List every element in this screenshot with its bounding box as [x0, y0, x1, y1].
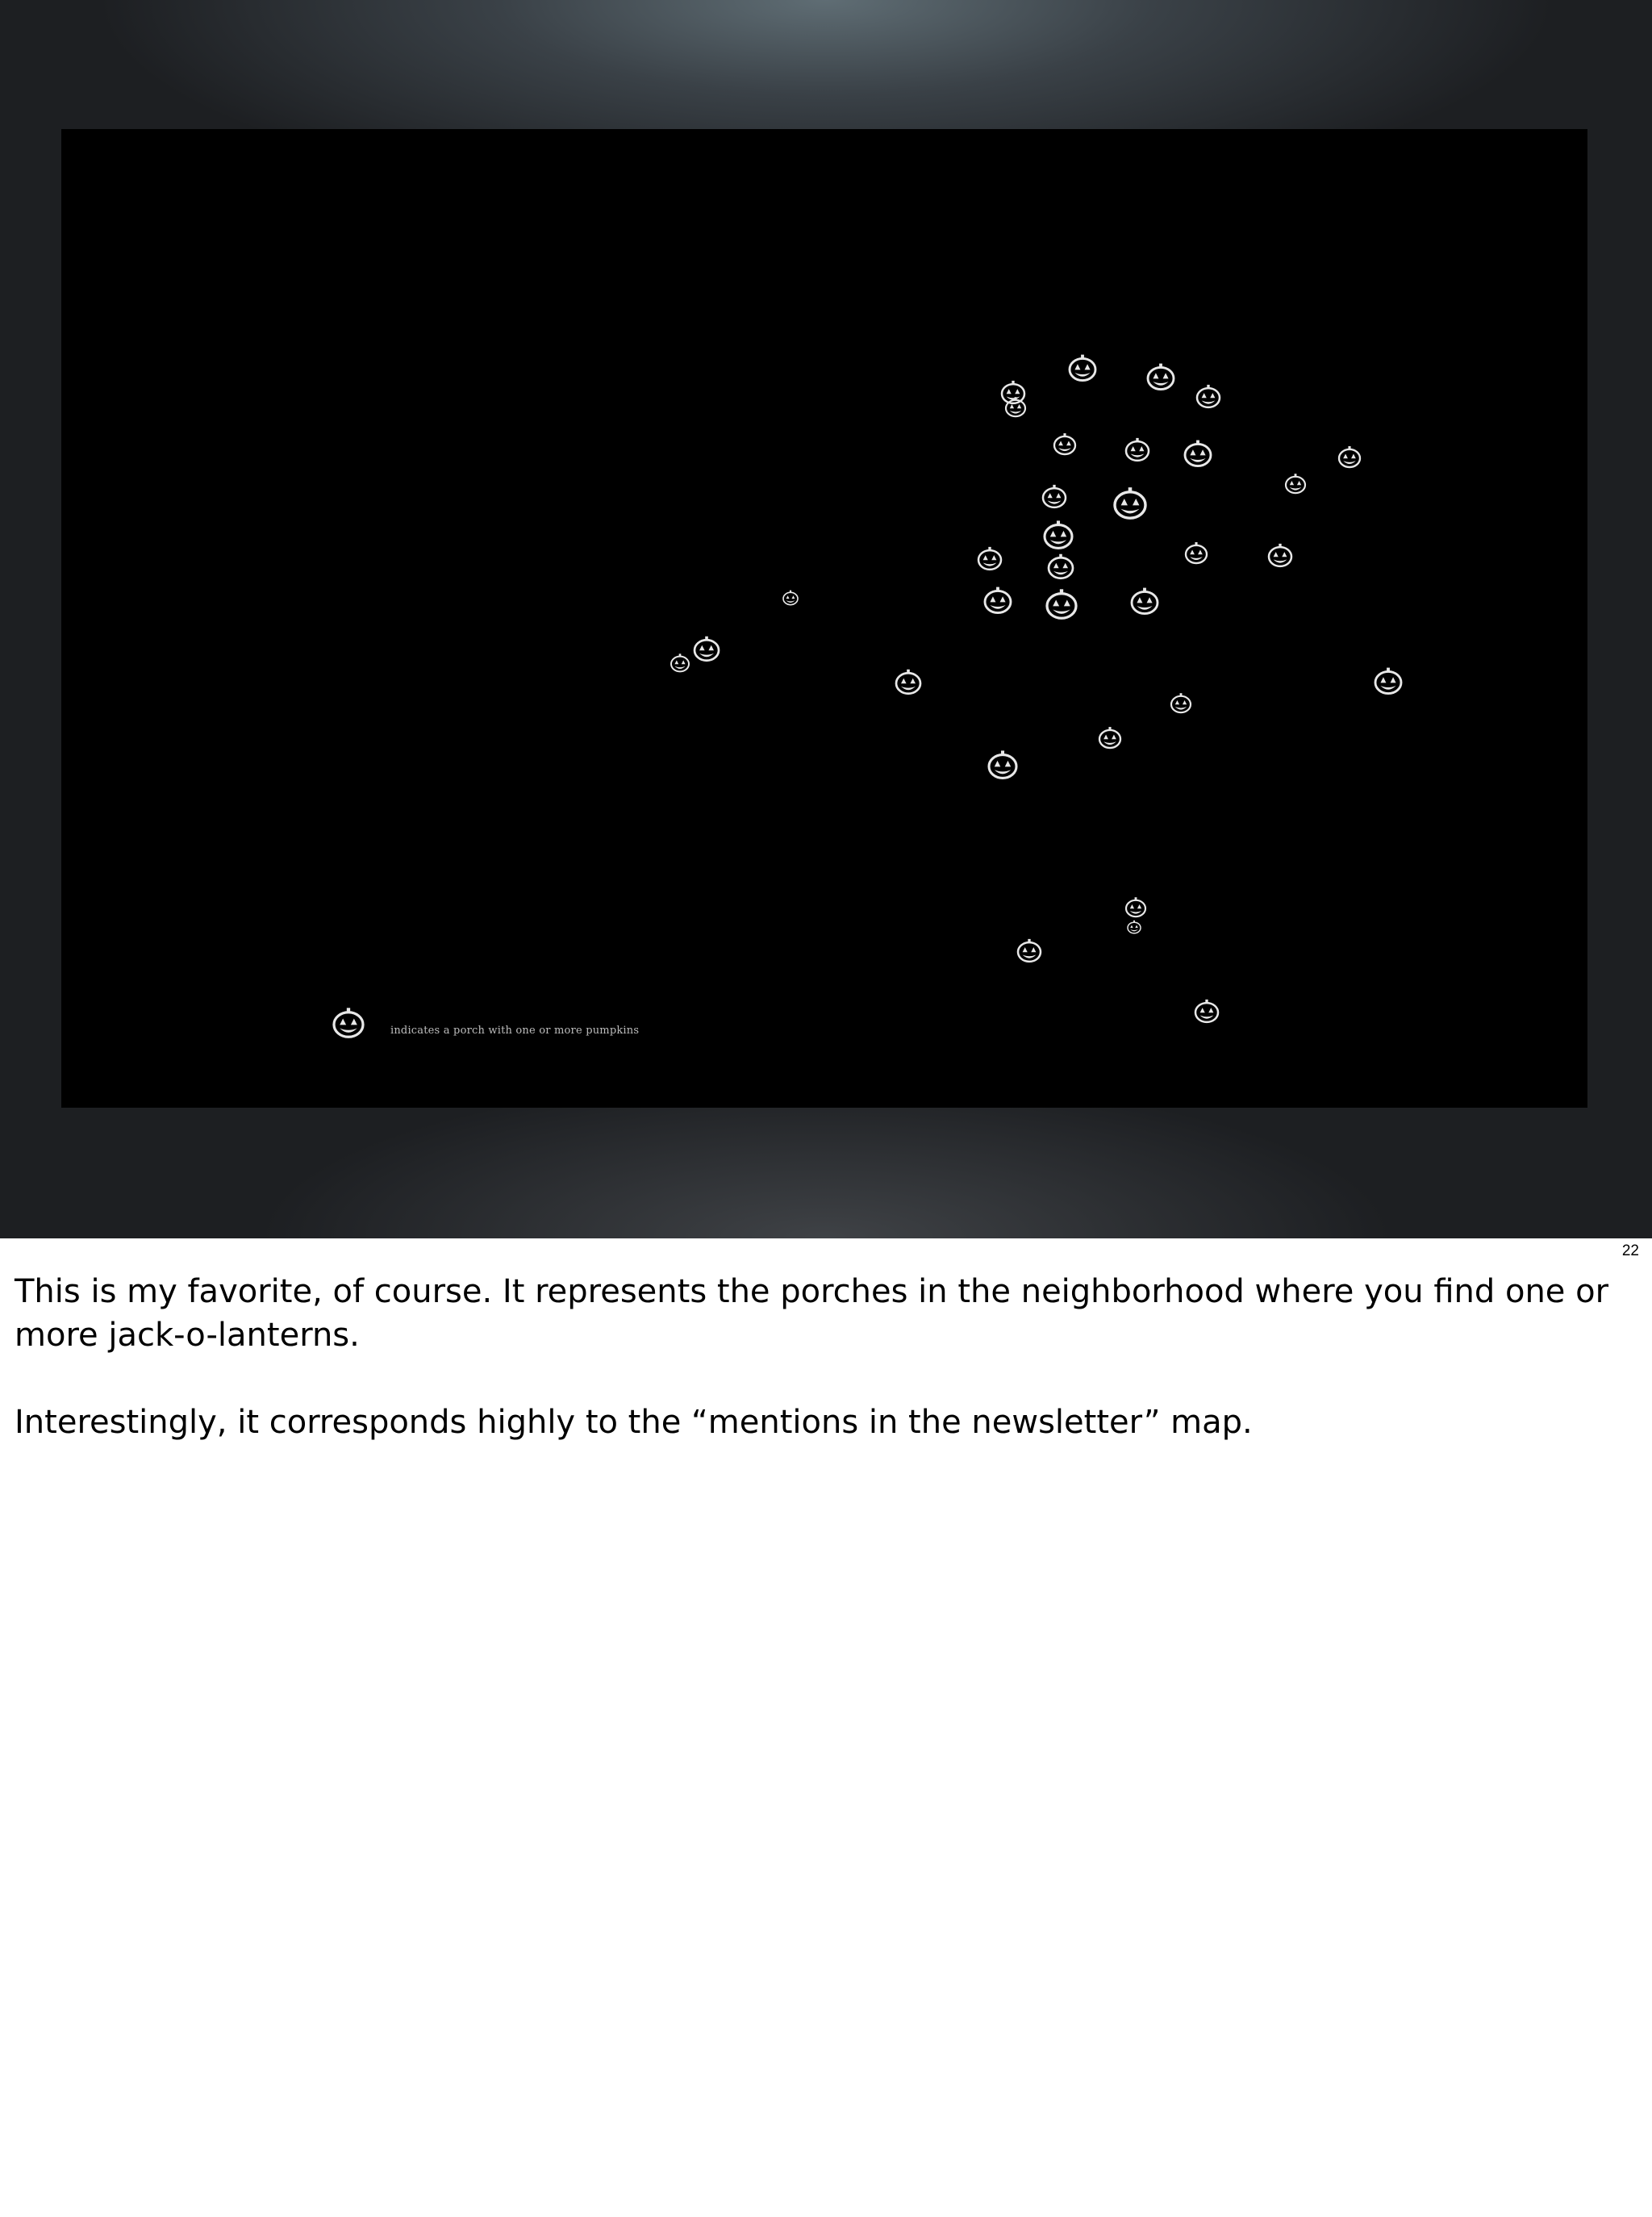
- pumpkin-markers-layer: [61, 129, 1587, 1108]
- legend-caption: indicates a porch with one or more pumpkins: [390, 1025, 640, 1037]
- jack-o-lantern-icon: [1126, 897, 1145, 916]
- jack-o-lantern-icon: [1045, 520, 1072, 548]
- slide-number: 22: [1621, 1242, 1639, 1259]
- jack-o-lantern-icon: [1043, 485, 1066, 507]
- legend-jack-o-lantern-icon: [334, 1008, 363, 1037]
- jack-o-lantern-icon: [896, 670, 920, 694]
- jack-o-lantern-icon: [1070, 355, 1095, 381]
- jack-o-lantern-icon: [1054, 433, 1075, 454]
- jack-o-lantern-icon: [1126, 438, 1149, 461]
- jack-o-lantern-icon: [1128, 921, 1141, 933]
- jack-o-lantern-icon: [695, 637, 719, 661]
- pumpkin-map-image: [61, 129, 1587, 1108]
- jack-o-lantern-icon: [1018, 939, 1041, 962]
- jack-o-lantern-icon: [1286, 474, 1305, 493]
- jack-o-lantern-icon: [1269, 544, 1291, 566]
- jack-o-lantern-icon: [1148, 364, 1174, 390]
- jack-o-lantern-icon: [978, 547, 1001, 570]
- jack-o-lantern-icon: [1195, 1000, 1218, 1022]
- jack-o-lantern-icon: [1047, 589, 1076, 618]
- notes-paragraph-1: This is my favorite, of course. It represents the porches in the neighborhood where you find one or more jack-o-lanterns.: [15, 1273, 1609, 1354]
- jack-o-lantern-icon: [1115, 487, 1145, 518]
- jack-o-lantern-icon: [1049, 554, 1073, 578]
- jack-o-lantern-icon: [1186, 542, 1207, 563]
- jack-o-lantern-icon: [1171, 693, 1191, 712]
- jack-o-lantern-icon: [1185, 440, 1211, 466]
- jack-o-lantern-icon: [1375, 668, 1401, 694]
- jack-o-lantern-icon: [1197, 385, 1220, 407]
- speaker-notes: [15, 1270, 1628, 1488]
- jack-o-lantern-icon: [1099, 727, 1120, 748]
- jack-o-lantern-icon: [671, 653, 689, 671]
- notes-paragraph-2: Interestingly, it corresponds highly to the “mentions in the newsletter” map.: [15, 1404, 1253, 1441]
- jack-o-lantern-icon: [989, 750, 1016, 778]
- jack-o-lantern-icon: [1132, 588, 1158, 614]
- jack-o-lantern-icon: [783, 591, 798, 605]
- jack-o-lantern-icon: [985, 587, 1011, 613]
- jack-o-lantern-icon: [1339, 446, 1360, 467]
